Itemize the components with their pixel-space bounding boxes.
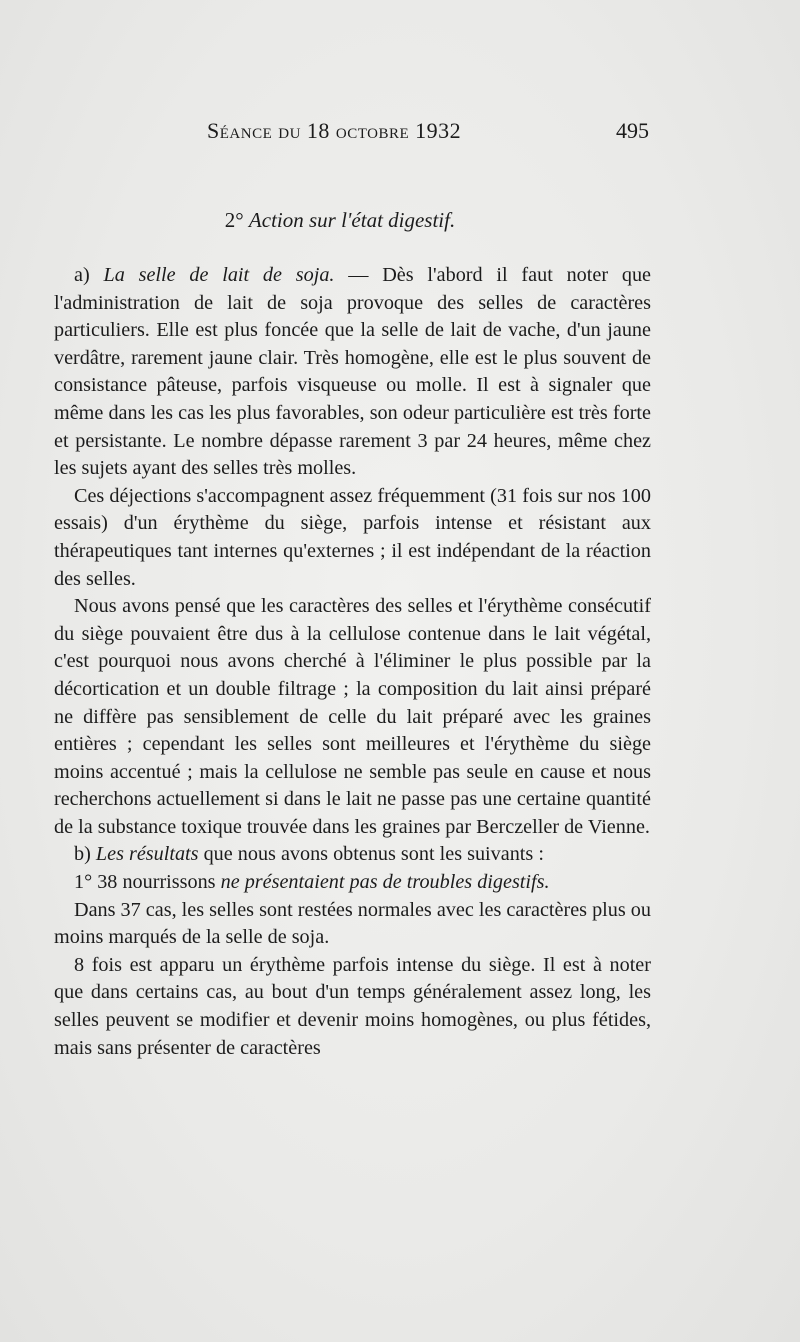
paragraph-b-label: b): [74, 843, 91, 866]
paragraph-b-title: Les résultats: [95, 843, 199, 866]
paragraph-6: Dans 37 cas, les selles sont restées normales avec les caractères plus ou moins marqués de la selle de soja.: [54, 898, 651, 949]
section-heading: [0, 208, 680, 233]
paragraph-a-title: La selle de lait de soja.: [103, 264, 335, 286]
paragraph-3: Nous avons pensé que les caractères des selles et l'érythème consécutif du siège pouvaient être dus à la cellulose contenue dans le lait végétal, c'est pourquoi nous avons cherché à l'éliminer le plus possible par la décortication et un double filtrage ; la composition du lait ainsi préparé ne diffère pas sensiblement de celle du lait préparé avec les graines entières ; cependant les selles sont meilleures et l'érythème du siège moins accentué ; mais la cellulose ne semble pas seule en cause et nous recherchons actuellement si dans le lait ne passe pas une certaine quantité de la substance toxique trouvée dans les graines par Berczeller de Vienne.: [54, 595, 651, 838]
page-header: [207, 118, 649, 148]
running-title: Séance du 18 octobre 1932: [207, 118, 462, 143]
paragraph-2: Ces déjections s'accompagnent assez fréquemment (31 fois sur nos 100 essais) d'un érythème du siège, parfois intense et résistant aux thérapeutiques tant internes qu'externes ; il est indépendant de la réaction des selles.: [54, 484, 651, 590]
paragraph-a-label: a): [74, 264, 90, 286]
paragraph-b-text: que nous avons obtenus sont les suivants :: [198, 843, 544, 866]
section-title: Action sur l'état digestif.: [248, 208, 456, 232]
paragraph-b: [54, 841, 651, 869]
page-number: 495: [616, 118, 649, 143]
item-1-label: 1° 38 nourrissons: [74, 871, 216, 894]
paragraph-a: [54, 262, 651, 483]
body-text: [54, 262, 651, 1062]
item-1-title: ne présentaient pas de troubles digestifs.: [220, 871, 550, 894]
paragraph-item-1: [54, 869, 651, 897]
paragraph-a-text: — Dès l'abord il faut noter que l'administration de lait de soja provoque des selles de caractères particuliers. Elle est plus foncée que la selle de lait de vache, d'un jaune verdâtre, rarement jaune clair. Très homogène, elle est le plus souvent de consistance pâteuse, parfois visqueuse ou molle. Il est à signaler que même dans les cas les plus favorables, son odeur particulière est très forte et persistante. Le nombre dépasse rarement 3 par 24 heures, même chez les sujets ayant des selles très molles.: [54, 264, 652, 480]
section-number: 2°: [224, 208, 244, 232]
paragraph-7: 8 fois est apparu un érythème parfois intense du siège. Il est à noter que dans certains cas, au bout d'un temps généralement assez long, les selles peuvent se modifier et devenir moins homogènes, ou plus fétides, mais sans présenter de caractères: [54, 953, 651, 1059]
